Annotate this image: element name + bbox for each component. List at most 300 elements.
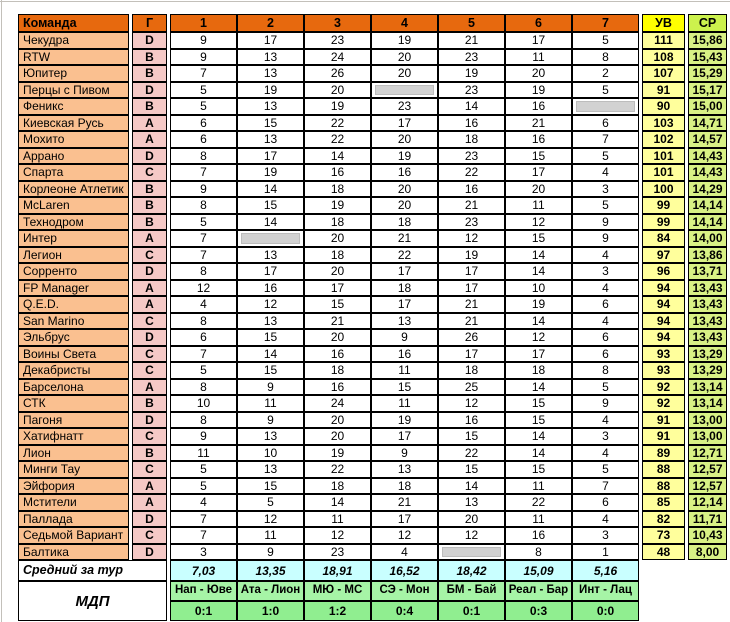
round-score-cell[interactable]: 21 [438,313,505,330]
round-score-cell[interactable]: 7 [170,527,237,544]
round-score-cell[interactable]: 6 [572,494,639,511]
round-score-cell[interactable]: 13 [237,428,304,445]
round-score-cell[interactable]: 12 [438,230,505,247]
team-name-cell[interactable]: Перцы с Пивом [18,82,129,99]
mdp-match-teams-cell[interactable]: МЮ - МС [304,581,371,601]
team-group-cell[interactable]: B [132,395,167,412]
team-group-cell[interactable]: A [132,296,167,313]
round-score-cell[interactable]: 5 [170,461,237,478]
team-name-cell[interactable]: Сорренто [18,263,129,280]
team-name-cell[interactable]: Мохито [18,131,129,148]
round-score-cell[interactable]: 19 [237,82,304,99]
team-total-cell[interactable]: 102 [642,131,685,148]
round-score-cell[interactable]: 21 [371,230,438,247]
team-average-cell[interactable]: 15,17 [688,82,727,99]
round-score-cell[interactable]: 17 [438,346,505,363]
round-score-cell[interactable]: 10 [237,445,304,462]
team-name-cell[interactable]: Минги Тау [18,461,129,478]
team-name-cell[interactable]: San Marino [18,313,129,330]
round-score-cell[interactable]: 20 [505,181,572,198]
round-score-cell[interactable]: 4 [170,494,237,511]
round-score-cell[interactable]: 17 [237,263,304,280]
round-score-cell[interactable]: 10 [505,280,572,297]
team-average-cell[interactable]: 13,43 [688,296,727,313]
round-score-cell[interactable]: 13 [237,313,304,330]
round-score-cell[interactable]: 17 [505,32,572,49]
team-name-cell[interactable]: Седьмой Вариант [18,527,129,544]
round-score-cell[interactable]: 24 [304,49,371,66]
team-total-cell[interactable]: 94 [642,313,685,330]
round-score-cell[interactable]: 11 [505,478,572,495]
round-score-cell[interactable]: 21 [371,494,438,511]
round-score-cell[interactable]: 20 [304,412,371,429]
round-score-cell[interactable]: 21 [438,197,505,214]
round-score-cell[interactable]: 18 [438,131,505,148]
team-total-cell[interactable]: 101 [642,148,685,165]
team-name-cell[interactable]: Киевская Русь [18,115,129,132]
round-score-cell[interactable]: 11 [505,197,572,214]
team-total-cell[interactable]: 100 [642,181,685,198]
round-score-cell[interactable]: 22 [304,131,371,148]
team-name-cell[interactable]: Эльбрус [18,329,129,346]
round-score-cell[interactable]: 14 [237,181,304,198]
team-name-cell[interactable]: FP Manager [18,280,129,297]
team-average-cell[interactable]: 13,43 [688,313,727,330]
round-score-cell[interactable]: 9 [371,329,438,346]
round-missing-cell[interactable] [371,82,438,99]
team-name-cell[interactable]: McLaren [18,197,129,214]
round-score-cell[interactable]: 20 [371,65,438,82]
round-score-cell[interactable]: 6 [572,115,639,132]
round-score-cell[interactable]: 14 [304,148,371,165]
round-score-cell[interactable]: 17 [237,148,304,165]
round-score-cell[interactable]: 3 [170,544,237,561]
round-score-cell[interactable]: 15 [237,329,304,346]
team-name-cell[interactable]: Технодром [18,214,129,231]
mdp-match-score-cell[interactable]: 1:2 [304,601,371,621]
round-score-cell[interactable]: 6 [572,329,639,346]
team-name-cell[interactable]: Аррано [18,148,129,165]
round-score-cell[interactable]: 14 [505,263,572,280]
team-total-cell[interactable]: 48 [642,544,685,561]
round-score-cell[interactable]: 23 [304,544,371,561]
round-score-cell[interactable]: 20 [304,230,371,247]
team-average-cell[interactable]: 15,29 [688,65,727,82]
round-score-cell[interactable]: 16 [505,527,572,544]
round-score-cell[interactable]: 9 [572,395,639,412]
round-score-cell[interactable]: 4 [170,296,237,313]
round-score-cell[interactable]: 15 [505,461,572,478]
team-average-cell[interactable]: 13,14 [688,379,727,396]
round-score-cell[interactable]: 18 [304,247,371,264]
round-score-cell[interactable]: 15 [505,412,572,429]
round-missing-cell[interactable] [438,544,505,561]
round-score-cell[interactable]: 13 [438,494,505,511]
round-score-cell[interactable]: 25 [438,379,505,396]
team-average-cell[interactable]: 14,29 [688,181,727,198]
round-score-cell[interactable]: 1 [572,544,639,561]
round-score-cell[interactable]: 18 [505,362,572,379]
header-round-5-cell[interactable]: 5 [438,14,505,32]
round-score-cell[interactable]: 8 [170,412,237,429]
round-score-cell[interactable]: 11 [304,511,371,528]
round-score-cell[interactable]: 22 [438,445,505,462]
team-name-cell[interactable]: Пагоня [18,412,129,429]
round-score-cell[interactable]: 6 [170,131,237,148]
round-score-cell[interactable]: 24 [304,395,371,412]
round-score-cell[interactable]: 15 [505,230,572,247]
round-missing-cell[interactable] [572,98,639,115]
round-score-cell[interactable]: 22 [304,461,371,478]
average-round-cell[interactable]: 16,52 [371,560,438,581]
round-score-cell[interactable]: 7 [170,247,237,264]
round-score-cell[interactable]: 6 [572,346,639,363]
round-score-cell[interactable]: 13 [237,247,304,264]
team-group-cell[interactable]: D [132,511,167,528]
header-round-6-cell[interactable]: 6 [505,14,572,32]
round-score-cell[interactable]: 14 [438,478,505,495]
team-average-cell[interactable]: 11,71 [688,511,727,528]
team-group-cell[interactable]: A [132,478,167,495]
team-name-cell[interactable]: Интер [18,230,129,247]
team-total-cell[interactable]: 111 [642,32,685,49]
team-group-cell[interactable]: A [132,115,167,132]
round-score-cell[interactable]: 14 [505,445,572,462]
round-score-cell[interactable]: 2 [572,65,639,82]
team-group-cell[interactable]: B [132,197,167,214]
round-score-cell[interactable]: 7 [572,478,639,495]
round-score-cell[interactable]: 20 [371,197,438,214]
team-group-cell[interactable]: C [132,313,167,330]
team-total-cell[interactable]: 99 [642,214,685,231]
round-score-cell[interactable]: 8 [170,197,237,214]
round-score-cell[interactable]: 9 [170,32,237,49]
team-average-cell[interactable]: 13,43 [688,280,727,297]
round-score-cell[interactable]: 14 [505,379,572,396]
round-score-cell[interactable]: 23 [438,214,505,231]
team-total-cell[interactable]: 107 [642,65,685,82]
round-score-cell[interactable]: 7 [170,65,237,82]
team-group-cell[interactable]: C [132,527,167,544]
team-name-cell[interactable]: Паллада [18,511,129,528]
round-score-cell[interactable]: 9 [170,181,237,198]
header-round-3-cell[interactable]: 3 [304,14,371,32]
round-score-cell[interactable]: 14 [237,214,304,231]
team-total-cell[interactable]: 103 [642,115,685,132]
team-group-cell[interactable]: A [132,494,167,511]
round-score-cell[interactable]: 20 [505,65,572,82]
header-round-4-cell[interactable]: 4 [371,14,438,32]
round-score-cell[interactable]: 5 [572,379,639,396]
round-score-cell[interactable]: 11 [237,395,304,412]
round-score-cell[interactable]: 22 [438,164,505,181]
round-score-cell[interactable]: 21 [438,32,505,49]
round-score-cell[interactable]: 8 [572,362,639,379]
round-score-cell[interactable]: 21 [505,115,572,132]
average-round-cell[interactable]: 18,91 [304,560,371,581]
round-score-cell[interactable]: 13 [237,49,304,66]
team-total-cell[interactable]: 85 [642,494,685,511]
round-score-cell[interactable]: 19 [304,197,371,214]
round-score-cell[interactable]: 20 [304,428,371,445]
mdp-match-score-cell[interactable]: 0:1 [170,601,237,621]
team-group-cell[interactable]: A [132,280,167,297]
team-group-cell[interactable]: A [132,230,167,247]
round-score-cell[interactable]: 23 [438,148,505,165]
round-score-cell[interactable]: 9 [371,445,438,462]
average-round-cell[interactable]: 13,35 [237,560,304,581]
average-round-cell[interactable]: 7,03 [170,560,237,581]
team-group-cell[interactable]: D [132,263,167,280]
header-sr-cell[interactable]: СР [688,14,727,32]
round-score-cell[interactable]: 9 [170,428,237,445]
round-score-cell[interactable]: 4 [371,544,438,561]
round-score-cell[interactable]: 26 [438,329,505,346]
round-score-cell[interactable]: 12 [371,527,438,544]
team-average-cell[interactable]: 13,29 [688,362,727,379]
team-group-cell[interactable]: C [132,164,167,181]
mdp-match-teams-cell[interactable]: СЭ - Мон [371,581,438,601]
team-average-cell[interactable]: 14,00 [688,230,727,247]
team-average-cell[interactable]: 12,57 [688,478,727,495]
round-score-cell[interactable]: 16 [371,346,438,363]
round-score-cell[interactable]: 16 [304,346,371,363]
round-score-cell[interactable]: 3 [572,181,639,198]
team-name-cell[interactable]: Эйфория [18,478,129,495]
mdp-match-teams-cell[interactable]: Инт - Лац [572,581,639,601]
round-score-cell[interactable]: 3 [572,527,639,544]
round-score-cell[interactable]: 13 [237,461,304,478]
team-average-cell[interactable]: 8,00 [688,544,727,561]
round-score-cell[interactable]: 15 [237,197,304,214]
round-score-cell[interactable]: 5 [572,461,639,478]
round-score-cell[interactable]: 17 [237,32,304,49]
round-score-cell[interactable]: 4 [572,280,639,297]
team-group-cell[interactable]: C [132,428,167,445]
team-name-cell[interactable]: СТК [18,395,129,412]
round-score-cell[interactable]: 19 [371,148,438,165]
round-score-cell[interactable]: 4 [572,247,639,264]
team-name-cell[interactable]: Лион [18,445,129,462]
round-score-cell[interactable]: 15 [505,395,572,412]
round-score-cell[interactable]: 11 [371,395,438,412]
round-score-cell[interactable]: 12 [237,296,304,313]
team-group-cell[interactable]: A [132,379,167,396]
round-score-cell[interactable]: 8 [170,379,237,396]
round-score-cell[interactable]: 9 [237,412,304,429]
round-score-cell[interactable]: 3 [572,428,639,445]
round-score-cell[interactable]: 5 [572,197,639,214]
round-score-cell[interactable]: 20 [371,131,438,148]
team-name-cell[interactable]: Легион [18,247,129,264]
round-score-cell[interactable]: 12 [304,527,371,544]
team-total-cell[interactable]: 94 [642,280,685,297]
round-score-cell[interactable]: 19 [371,32,438,49]
round-score-cell[interactable]: 4 [572,164,639,181]
round-score-cell[interactable]: 6 [572,296,639,313]
round-missing-cell[interactable] [237,230,304,247]
round-score-cell[interactable]: 15 [237,362,304,379]
mdp-match-teams-cell[interactable]: БМ - Бай [438,581,505,601]
round-score-cell[interactable]: 10 [170,395,237,412]
team-name-cell[interactable]: Юпитер [18,65,129,82]
header-round-7-cell[interactable]: 7 [572,14,639,32]
round-score-cell[interactable]: 5 [170,98,237,115]
round-score-cell[interactable]: 20 [304,82,371,99]
round-score-cell[interactable]: 16 [304,379,371,396]
team-total-cell[interactable]: 101 [642,164,685,181]
team-average-cell[interactable]: 14,14 [688,197,727,214]
round-score-cell[interactable]: 15 [304,296,371,313]
team-average-cell[interactable]: 13,29 [688,346,727,363]
team-average-cell[interactable]: 13,43 [688,329,727,346]
round-score-cell[interactable]: 11 [371,362,438,379]
team-total-cell[interactable]: 92 [642,395,685,412]
team-average-cell[interactable]: 12,71 [688,445,727,462]
mdp-match-score-cell[interactable]: 0:3 [505,601,572,621]
round-score-cell[interactable]: 13 [237,65,304,82]
round-score-cell[interactable]: 19 [505,296,572,313]
round-score-cell[interactable]: 5 [572,32,639,49]
round-score-cell[interactable]: 20 [304,329,371,346]
round-score-cell[interactable]: 18 [304,478,371,495]
round-score-cell[interactable]: 16 [438,181,505,198]
header-uv-cell[interactable]: УВ [642,14,685,32]
round-score-cell[interactable]: 23 [438,82,505,99]
team-total-cell[interactable]: 94 [642,296,685,313]
round-score-cell[interactable]: 16 [438,412,505,429]
round-score-cell[interactable]: 20 [371,181,438,198]
team-name-cell[interactable]: Феникс [18,98,129,115]
round-score-cell[interactable]: 4 [572,412,639,429]
team-total-cell[interactable]: 97 [642,247,685,264]
round-score-cell[interactable]: 22 [304,115,371,132]
round-score-cell[interactable]: 7 [170,346,237,363]
team-total-cell[interactable]: 73 [642,527,685,544]
round-score-cell[interactable]: 9 [572,214,639,231]
round-score-cell[interactable]: 17 [371,296,438,313]
round-score-cell[interactable]: 23 [371,98,438,115]
team-average-cell[interactable]: 13,86 [688,247,727,264]
round-score-cell[interactable]: 12 [505,214,572,231]
round-score-cell[interactable]: 15 [505,148,572,165]
round-score-cell[interactable]: 11 [505,511,572,528]
round-score-cell[interactable]: 16 [371,164,438,181]
header-team-cell[interactable]: Команда [18,14,129,32]
round-score-cell[interactable]: 4 [572,511,639,528]
team-group-cell[interactable]: B [132,65,167,82]
team-group-cell[interactable]: C [132,362,167,379]
team-average-cell[interactable]: 13,14 [688,395,727,412]
round-score-cell[interactable]: 18 [304,362,371,379]
team-average-cell[interactable]: 15,00 [688,98,727,115]
team-name-cell[interactable]: Спарта [18,164,129,181]
team-total-cell[interactable]: 96 [642,263,685,280]
round-score-cell[interactable]: 26 [304,65,371,82]
round-score-cell[interactable]: 11 [505,49,572,66]
team-average-cell[interactable]: 13,00 [688,412,727,429]
team-average-cell[interactable]: 12,57 [688,461,727,478]
round-score-cell[interactable]: 14 [304,494,371,511]
round-score-cell[interactable]: 19 [438,247,505,264]
round-score-cell[interactable]: 18 [304,181,371,198]
round-score-cell[interactable]: 17 [371,428,438,445]
round-score-cell[interactable]: 8 [170,263,237,280]
round-score-cell[interactable]: 13 [371,313,438,330]
team-name-cell[interactable]: Чекудра [18,32,129,49]
team-group-cell[interactable]: D [132,32,167,49]
round-score-cell[interactable]: 22 [505,494,572,511]
mdp-match-score-cell[interactable]: 1:0 [237,601,304,621]
team-average-cell[interactable]: 15,43 [688,49,727,66]
team-total-cell[interactable]: 91 [642,412,685,429]
mdp-match-score-cell[interactable]: 0:0 [572,601,639,621]
round-score-cell[interactable]: 8 [170,313,237,330]
round-score-cell[interactable]: 5 [572,82,639,99]
round-score-cell[interactable]: 17 [505,346,572,363]
team-average-cell[interactable]: 15,86 [688,32,727,49]
round-score-cell[interactable]: 17 [304,280,371,297]
round-score-cell[interactable]: 14 [505,313,572,330]
round-score-cell[interactable]: 11 [237,527,304,544]
team-group-cell[interactable]: B [132,98,167,115]
team-average-cell[interactable]: 12,14 [688,494,727,511]
team-total-cell[interactable]: 91 [642,428,685,445]
round-score-cell[interactable]: 11 [170,445,237,462]
round-score-cell[interactable]: 6 [170,115,237,132]
round-score-cell[interactable]: 12 [438,395,505,412]
mdp-match-score-cell[interactable]: 0:1 [438,601,505,621]
team-group-cell[interactable]: B [132,445,167,462]
round-score-cell[interactable]: 4 [572,445,639,462]
round-score-cell[interactable]: 13 [237,98,304,115]
team-group-cell[interactable]: B [132,181,167,198]
team-total-cell[interactable]: 84 [642,230,685,247]
team-average-cell[interactable]: 14,14 [688,214,727,231]
team-group-cell[interactable]: A [132,131,167,148]
round-score-cell[interactable]: 21 [304,313,371,330]
team-group-cell[interactable]: C [132,247,167,264]
mdp-match-teams-cell[interactable]: Нап - Юве [170,581,237,601]
round-score-cell[interactable]: 20 [304,263,371,280]
round-score-cell[interactable]: 16 [438,115,505,132]
round-score-cell[interactable]: 5 [170,362,237,379]
round-score-cell[interactable]: 23 [438,49,505,66]
round-score-cell[interactable]: 18 [371,280,438,297]
round-score-cell[interactable]: 17 [371,115,438,132]
team-total-cell[interactable]: 88 [642,461,685,478]
round-score-cell[interactable]: 20 [438,511,505,528]
average-round-cell[interactable]: 5,16 [572,560,639,581]
round-score-cell[interactable]: 16 [505,98,572,115]
round-score-cell[interactable]: 18 [304,214,371,231]
header-round-1-cell[interactable]: 1 [170,14,237,32]
round-score-cell[interactable]: 15 [438,461,505,478]
team-group-cell[interactable]: D [132,329,167,346]
team-total-cell[interactable]: 88 [642,478,685,495]
team-total-cell[interactable]: 89 [642,445,685,462]
round-score-cell[interactable]: 3 [572,263,639,280]
round-score-cell[interactable]: 8 [505,544,572,561]
round-score-cell[interactable]: 22 [371,247,438,264]
team-total-cell[interactable]: 93 [642,346,685,363]
round-score-cell[interactable]: 23 [304,32,371,49]
round-score-cell[interactable]: 8 [572,49,639,66]
round-score-cell[interactable]: 15 [237,115,304,132]
round-score-cell[interactable]: 21 [438,296,505,313]
round-score-cell[interactable]: 14 [505,247,572,264]
team-total-cell[interactable]: 108 [642,49,685,66]
